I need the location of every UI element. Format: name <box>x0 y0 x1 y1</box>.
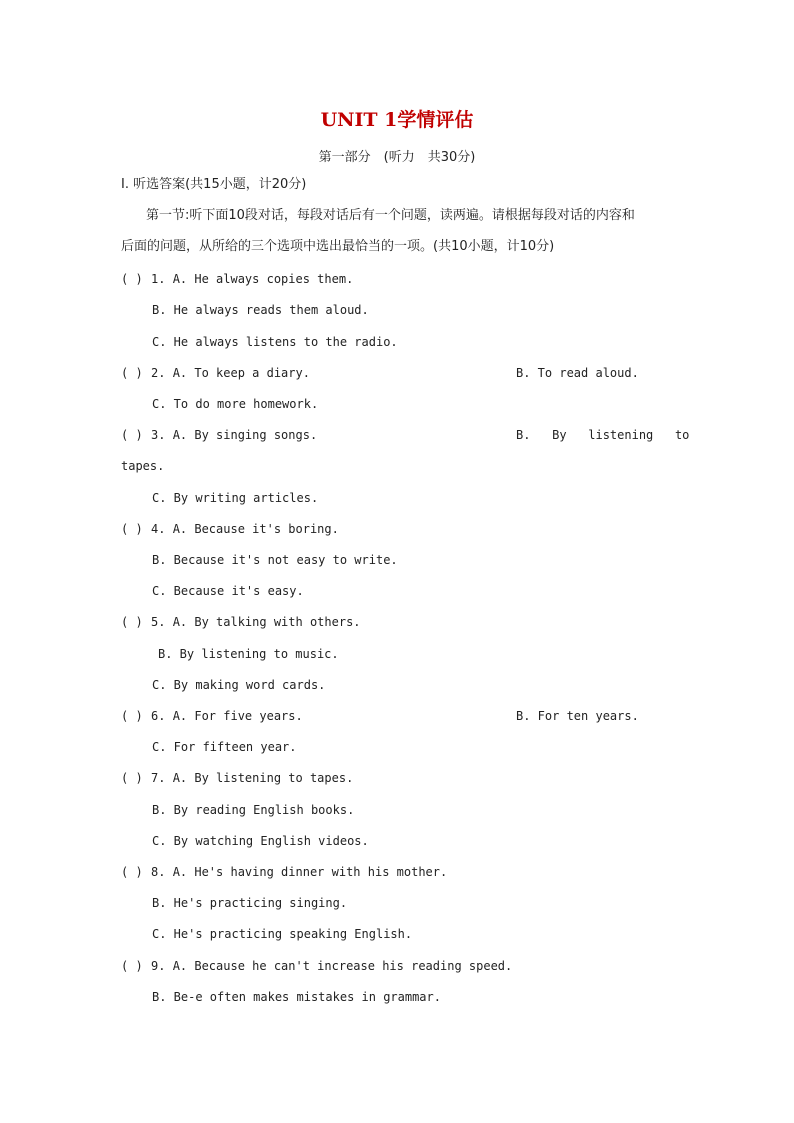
question-5-option-c: C. By making word cards. <box>152 678 326 692</box>
option-a: A. He always copies them. <box>172 272 354 286</box>
question-5-option-a <box>121 614 361 630</box>
question-number: 5. <box>151 615 166 629</box>
question-8-option-a <box>121 864 447 880</box>
answer-bracket[interactable]: ( ) <box>121 366 143 380</box>
option-a: A. Because he can't increase his reading speed. <box>172 959 513 973</box>
page-title: UNIT 1学情评估 <box>320 109 474 131</box>
question-4-option-b: B. Because it's not easy to write. <box>152 553 398 567</box>
option-a: A. By talking with others. <box>172 615 361 629</box>
instructions-line-2: 后面的问题，从所给的三个选项中选出最恰当的一项。(共10小题，计10分) <box>121 239 555 254</box>
question-number: 9. <box>151 959 166 973</box>
question-number: 1. <box>151 272 166 286</box>
option-a: A. By singing songs. <box>172 428 318 442</box>
question-1-option-b: B. He always reads them aloud. <box>152 303 369 317</box>
answer-bracket[interactable]: ( ) <box>121 272 143 286</box>
question-number: 4. <box>151 522 166 536</box>
question-2-option-a <box>121 365 310 381</box>
option-a: A. Because it's boring. <box>172 522 339 536</box>
question-9-option-b: B. Be-e often makes mistakes in grammar. <box>152 990 441 1004</box>
question-4-option-a <box>121 521 339 537</box>
question-8-option-c: C. He's practicing speaking English. <box>152 927 413 941</box>
question-2-option-b: B. To read aloud. <box>516 366 639 380</box>
option-a: A. By listening to tapes. <box>172 771 354 785</box>
option-a: A. To keep a diary. <box>172 366 310 380</box>
question-number: 6. <box>151 709 166 723</box>
question-7-option-b: B. By reading English books. <box>152 803 355 817</box>
instructions-line-1: 第一节:听下面10段对话，每段对话后有一个问题，读两遍。请根据每段对话的内容和 <box>146 208 635 223</box>
question-6-option-a <box>121 708 303 724</box>
question-number: 2. <box>151 366 166 380</box>
question-1-option-c: C. He always listens to the radio. <box>152 335 398 349</box>
question-3-option-a <box>121 427 317 443</box>
question-3-option-b: B. By listening to <box>516 428 690 442</box>
question-number: 8. <box>151 865 166 879</box>
question-3-option-b-continued: tapes. <box>121 459 165 473</box>
answer-bracket[interactable]: ( ) <box>121 615 143 629</box>
question-7-option-a <box>121 770 353 786</box>
answer-bracket[interactable]: ( ) <box>121 709 143 723</box>
question-3-option-c: C. By writing articles. <box>152 491 319 505</box>
part-heading: 第一部分 (听力 共30分) <box>318 150 476 165</box>
question-9-option-a <box>121 958 512 974</box>
question-7-option-c: C. By watching English videos. <box>152 834 369 848</box>
answer-bracket[interactable]: ( ) <box>121 428 143 442</box>
section-heading: Ⅰ. 听选答案(共15小题，计20分) <box>121 177 307 192</box>
question-8-option-b: B. He's practicing singing. <box>152 896 348 910</box>
question-6-option-c: C. For fifteen year. <box>152 740 297 754</box>
answer-bracket[interactable]: ( ) <box>121 959 143 973</box>
question-number: 3. <box>151 428 166 442</box>
question-1-option-a <box>121 271 353 287</box>
answer-bracket[interactable]: ( ) <box>121 771 143 785</box>
question-5-option-b: B. By listening to music. <box>158 647 339 661</box>
answer-bracket[interactable]: ( ) <box>121 522 143 536</box>
question-number: 7. <box>151 771 166 785</box>
question-6-option-b: B. For ten years. <box>516 709 639 723</box>
question-2-option-c: C. To do more homework. <box>152 397 319 411</box>
option-a: A. For five years. <box>172 709 303 723</box>
answer-bracket[interactable]: ( ) <box>121 865 143 879</box>
question-4-option-c: C. Because it's easy. <box>152 584 304 598</box>
option-a: A. He's having dinner with his mother. <box>172 865 448 879</box>
